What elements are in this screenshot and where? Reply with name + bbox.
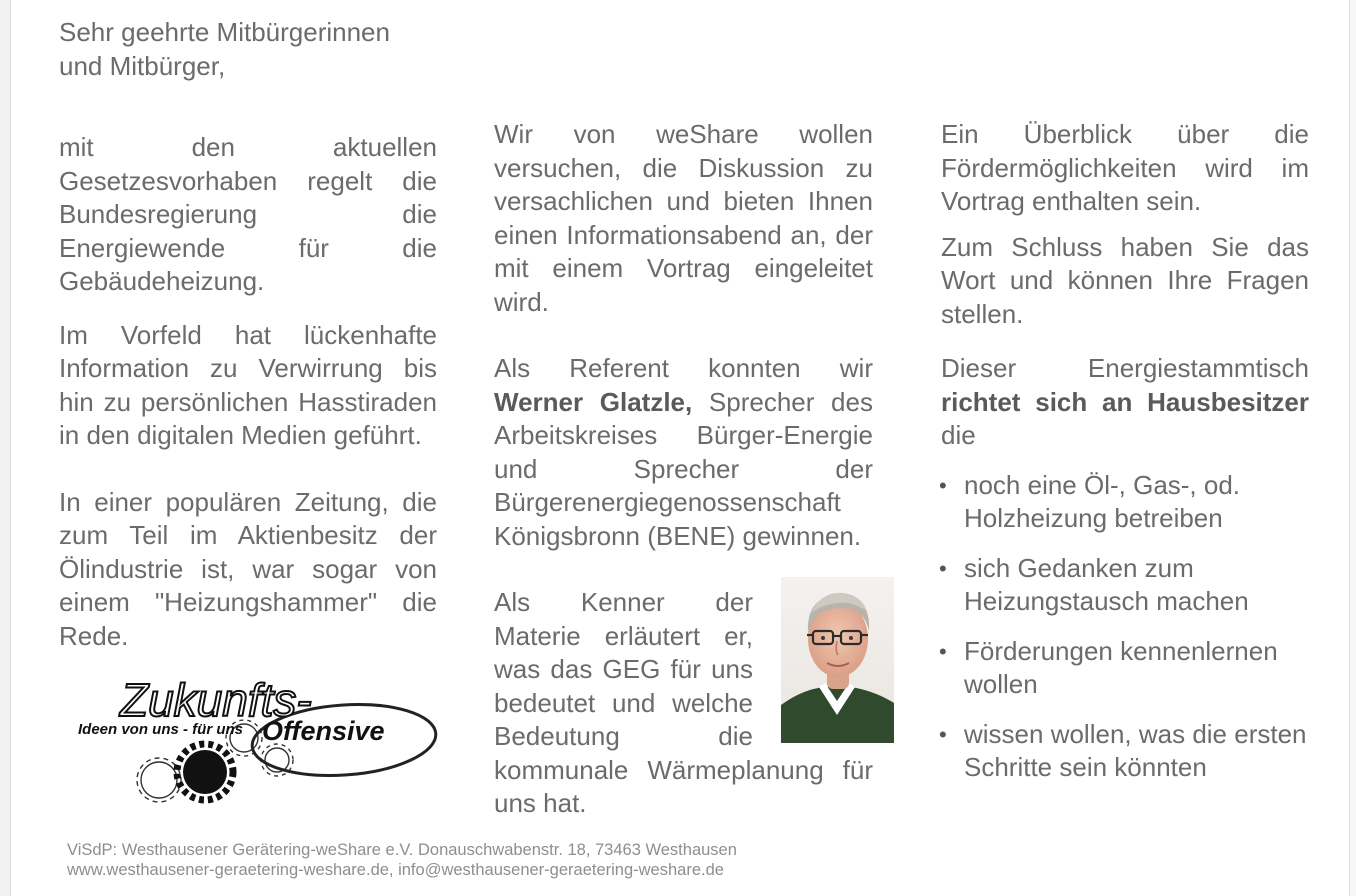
footer-imprint xyxy=(67,840,737,880)
paragraph-speaker xyxy=(494,352,873,553)
bullet-icon: • xyxy=(939,721,947,747)
logo-tagline: Ideen von uns - für uns xyxy=(78,721,244,738)
column-left xyxy=(59,16,437,653)
audience-bullet-list xyxy=(941,469,1309,785)
left-frame-border xyxy=(0,0,11,896)
audience-bold: richtet sich an Hausbesitzer xyxy=(941,386,1309,417)
paragraph-misinformation: Im Vorfeld hat lückenhafte Information zu Verwirrung bis hin zu persönlichen Hasstiraden in den digitalen Medien geführt. xyxy=(59,319,437,450)
greeting: Sehr geehrte Mitbürgerinnen und Mitbürger, xyxy=(59,17,390,81)
list-item: • sich Gedanken zum Heizungstausch machen xyxy=(939,552,1249,616)
list-item: • wissen wollen, was die ersten Schritte sein könnten xyxy=(939,718,1307,782)
paragraph-law-intro: mit den aktuellen Gesetzesvorhaben regelt die Bundesregierung die Energiewende für die Gebäudeheizung. xyxy=(59,132,437,296)
list-item: • Förderungen kennenlernen wollen xyxy=(939,635,1278,699)
logo-subtitle: Offensive xyxy=(262,716,385,746)
paragraph-weshare-intro: Wir von weShare wollen versuchen, die Diskussion zu versachlichen und bieten Ihnen einen Informationsabend an, der mit einem Vortrag eingeleitet wird. xyxy=(494,119,873,317)
zukunfts-offensive-logo xyxy=(72,668,444,810)
imprint-contact: www.westhausener-geraetering-weshare.de, info@westhausener-geraetering-weshare.de xyxy=(67,861,724,879)
column-right xyxy=(941,118,1309,785)
bullet-icon: • xyxy=(939,472,947,498)
gear-solid-icon xyxy=(177,744,233,800)
speaker-role: Sprecher des Arbeitskreises Bürger-Energie und Sprecher der Bürgerenergiegenossenschaft Königsbronn (BENE) gewinnen. xyxy=(494,386,873,551)
logo-title: Zukunfts- xyxy=(120,674,312,726)
paragraph-funding-overview: Ein Überblick über die Fördermöglichkeiten wird im Vortrag enthalten sein. xyxy=(941,119,1309,216)
right-scroll-edge xyxy=(1349,0,1356,896)
audience-end: die xyxy=(941,420,976,450)
paragraph-questions: Zum Schluss haben Sie das Wort und können Ihre Fragen stellen. xyxy=(941,231,1309,329)
imprint-address: ViSdP: Westhausener Gerätering-weShare e.V. Donauschwabenstr. 18, 73463 Westhausen xyxy=(67,841,737,859)
list-item: • noch eine Öl-, Gas-, od. Holzheizung betreiben xyxy=(939,469,1241,533)
speaker-name: Werner Glatzle, xyxy=(494,386,693,417)
paragraph-newspaper: In einer populären Zeitung, die zum Teil im Aktienbesitz der Ölindustrie ist, war sogar von einem "Heizungshammer" die Rede. xyxy=(59,486,437,651)
speaker-portrait-photo xyxy=(781,577,894,743)
paragraph-target-audience xyxy=(941,352,1309,453)
bullet-icon: • xyxy=(939,555,947,581)
audience-intro: Dieser Energiestammtisch xyxy=(941,353,1309,383)
expert-text: Als Kenner der Materie erläutert er, was das GEG für uns bedeutet und welche Bedeutung die kommunale Wärmeplanung für uns hat. xyxy=(494,587,873,818)
speaker-intro: Als Referent konnten wir xyxy=(494,353,873,383)
bullet-icon: • xyxy=(939,638,947,664)
